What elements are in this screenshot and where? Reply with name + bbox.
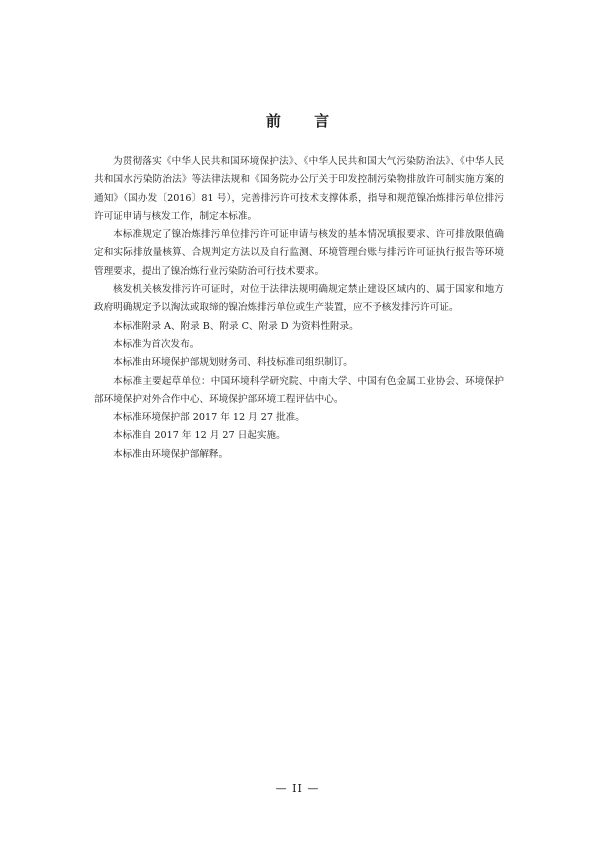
paragraph: 为贯彻落实《中华人民共和国环境保护法》、《中华人民共和国大气污染防治法》、《中华人民共和国水污染防治法》等法律法规和《国务院办公厅关于印发控制污染物排放许可制实施方案的通知》（国办发〔2016〕81 号），完善排污许可技术支撑体系，指导和规范镍冶炼排污单位排污许可证申请与核发工作，制定本标准。 bbox=[94, 156, 504, 222]
paragraph: 本标准自 2017 年 12 月 27 日起实施。 bbox=[113, 430, 286, 442]
foreword-body bbox=[94, 153, 504, 464]
page-number: — II — bbox=[275, 782, 320, 795]
paragraph: 核发机关核发排污许可证时，对位于法律法规明确规定禁止建设区域内的、属于国家和地方政府明确规定予以淘汰或取缔的镍冶炼排污单位或生产装置，应不予核发排污许可证。 bbox=[94, 284, 504, 314]
paragraph: 本标准由环境保护部解释。 bbox=[113, 448, 229, 460]
paragraph: 本标准主要起草单位：中国环境科学研究院、中南大学、中国有色金属工业协会、环境保护部环境保护对外合作中心、环境保护部环境工程评估中心。 bbox=[94, 375, 504, 405]
paragraph: 本标准环境保护部 2017 年 12 月 27 批准。 bbox=[113, 412, 305, 424]
paragraph: 本标准由环境保护部规划财务司、科技标准司组织制订。 bbox=[113, 357, 353, 369]
paragraph: 本标准规定了镍冶炼排污单位排污许可证申请与核发的基本情况填报要求、许可排放限值确定和实际排放量核算、合规判定方法以及自行监测、环境管理台账与排污许可证执行报告等环境管理要求，提出了镍冶炼行业污染防治可行技术要求。 bbox=[94, 229, 504, 277]
page-title: 前 言 bbox=[265, 112, 344, 130]
paragraph: 本标准为首次发布。 bbox=[113, 338, 200, 350]
paragraph: 本标准附录 A、附录 B、附录 C、附录 D 为资料性附录。 bbox=[113, 320, 359, 332]
